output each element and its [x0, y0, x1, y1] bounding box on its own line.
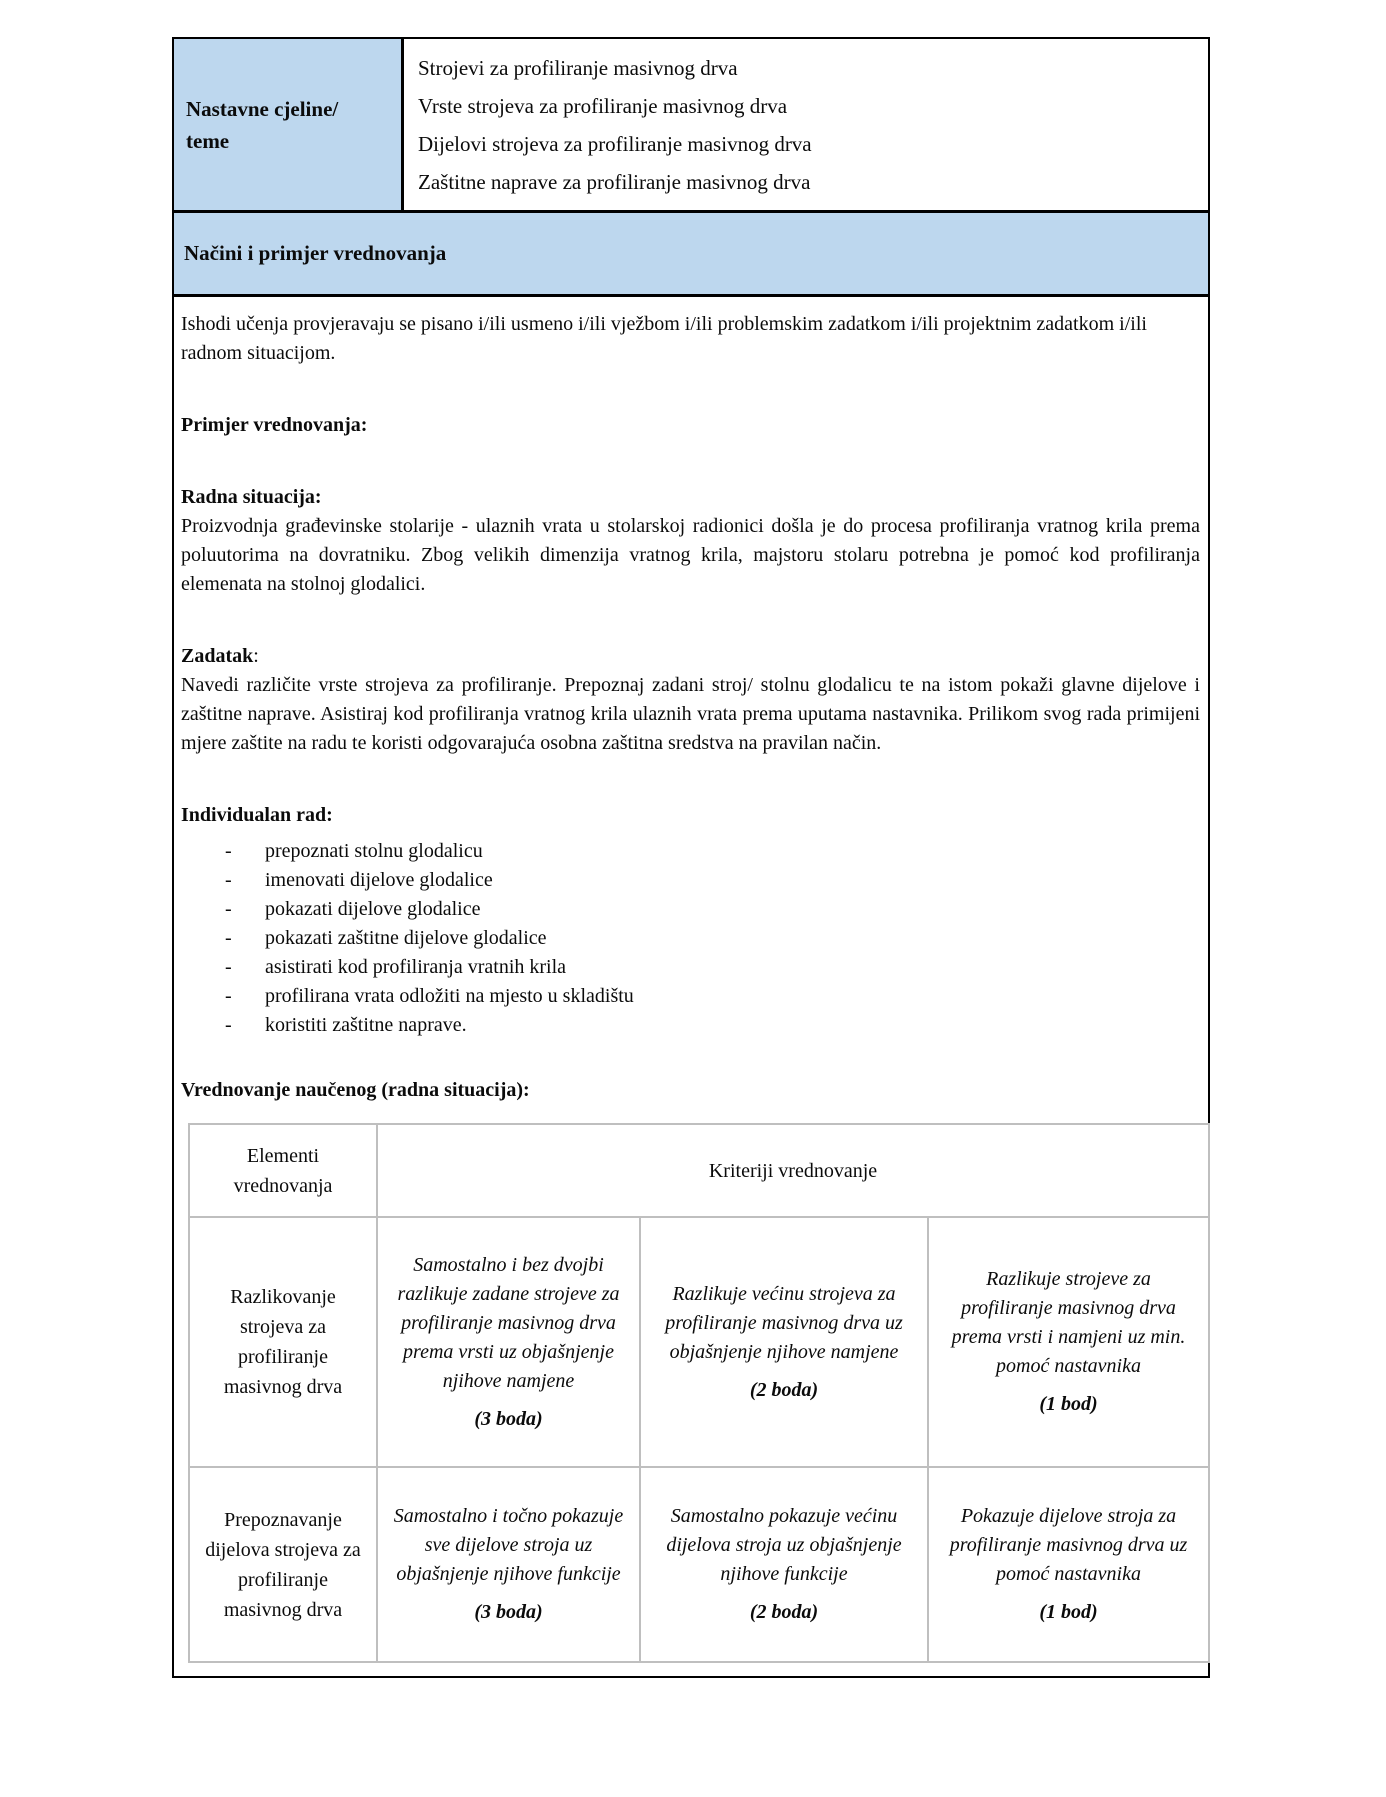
topic-item: Strojevi za profiliranje masivnog drva: [418, 55, 738, 80]
topic-item: Vrste strojeva za profiliranje masivnog drva: [418, 93, 788, 118]
criteria-points: (2 boda): [749, 1601, 819, 1623]
table-row: [189, 1217, 1209, 1467]
criteria-points: (3 boda): [474, 1601, 543, 1623]
list-dash-marker: -: [225, 985, 232, 1007]
nastavne-cjeline-label-line1: Nastavne cjeline/: [186, 96, 339, 121]
criteria-text: Samostalno i bez dvojbi razlikuje zadane strojeve za profiliranje masivnog drva prema vrsti uz objašnjenje njihove namjene: [397, 1253, 620, 1392]
zadatak-paragraph: Navedi različite vrste strojeva za profiliranje. Prepoznaj zadani stroj/ stolnu glodalicu te na istom pokaži glavne dijelove i zaštitne naprave. Asistiraj kod profiliranja vratnog krila ulaznih vrata prema uputama nastavnika. Prilikom svog rada primijeni mjere zaštite na radu te koristi odgovarajuća osobna zaštitna sredstva na pravilan način.: [181, 674, 1200, 754]
list-item-text: koristiti zaštitne naprave.: [265, 1014, 467, 1036]
zadatak-heading-colon: :: [253, 645, 259, 667]
radna-situacija-heading: Radna situacija:: [181, 486, 322, 508]
list-item: [181, 953, 1200, 982]
criteria-points: (2 boda): [749, 1378, 819, 1401]
section-header-title: Načini i primjer vrednovanja: [184, 241, 447, 265]
list-item-text: prepoznati stolnu glodalicu: [265, 840, 483, 862]
vrednovanje-naucenog-heading: Vrednovanje naučenog (radna situacija):: [181, 1079, 530, 1101]
criteria-points: (1 bod): [1039, 1601, 1098, 1623]
nastavne-cjeline-label-line2: teme: [186, 128, 230, 153]
list-dash-marker: -: [225, 840, 232, 862]
nastavne-cjeline-row: [174, 39, 1208, 213]
criteria-text: Razlikuje strojeve za profiliranje masivnog drva prema vrsti i namjeni uz min. pomoć nastavnika: [951, 1268, 1186, 1377]
elementi-vrednovanja-header: Elementi vrednovanja: [189, 1124, 377, 1217]
topics-cell: [404, 39, 1208, 210]
nastavne-cjeline-header-cell: [174, 39, 404, 210]
document-table: [172, 37, 1210, 1678]
table-row: [189, 1467, 1209, 1662]
criteria-text: Samostalno pokazuje većinu dijelova stroja uz objašnjenje njihove funkcije: [666, 1505, 902, 1585]
criteria-cell: [928, 1217, 1209, 1467]
criteria-cell: [377, 1467, 640, 1662]
criteria-cell: [640, 1217, 928, 1467]
element-cell: Prepoznavanje dijelova strojeva za profiliranje masivnog drva: [189, 1467, 377, 1662]
list-item: [181, 866, 1200, 895]
criteria-text: Razlikuje većinu strojeva za profiliranje masivnog drva uz objašnjenje njihove namjene: [665, 1282, 903, 1363]
list-dash-marker: -: [225, 927, 232, 949]
content-cell: [174, 297, 1208, 1676]
topic-item: Zaštitne naprave za profiliranje masivnog drva: [418, 169, 811, 194]
list-item-text: asistirati kod profiliranja vratnih krila: [265, 956, 567, 978]
evaluation-table: [188, 1123, 1210, 1663]
list-dash-marker: -: [225, 869, 232, 891]
criteria-cell: [640, 1467, 928, 1662]
list-item: [181, 924, 1200, 953]
evaluation-table-header-row: [189, 1124, 1209, 1217]
list-item: [181, 895, 1200, 924]
list-item-text: imenovati dijelove glodalice: [265, 869, 493, 891]
criteria-points: (1 bod): [1039, 1393, 1098, 1415]
topic-item: Dijelovi strojeva za profiliranje masivnog drva: [418, 131, 812, 156]
element-cell: Razlikovanje strojeva za profiliranje masivnog drva: [189, 1217, 377, 1467]
intro-paragraph: Ishodi učenja provjeravaju se pisano i/ili usmeno i/ili vježbom i/ili problemskim zadatkom i/ili projektnim zadatkom i/ili radnom situacijom.: [181, 313, 1147, 364]
criteria-points: (3 boda): [474, 1407, 543, 1430]
primjer-vrednovanja-heading: Primjer vrednovanja:: [181, 414, 368, 436]
list-item: [181, 837, 1200, 866]
criteria-cell: [928, 1467, 1209, 1662]
zadatak-heading: [181, 642, 1200, 671]
kriteriji-vrednovanje-header: Kriteriji vrednovanje: [377, 1124, 1209, 1217]
individual-task-list: [181, 837, 1200, 1040]
list-item-text: pokazati zaštitne dijelove glodalice: [265, 927, 547, 949]
radna-situacija-paragraph: Proizvodnja građevinske stolarije - ulaznih vrata u stolarskoj radionici došla je do procesa profiliranja vratnog krila prema poluutorima na dovratniku. Zbog velikih dimenzija vratnog krila, majstoru stolaru potrebna je pomoć kod profiliranja elemenata na stolnoj glodalici.: [181, 515, 1200, 595]
criteria-text: Samostalno i točno pokazuje sve dijelove stroja uz objašnjenje njihove funkcije: [393, 1505, 624, 1585]
list-dash-marker: -: [225, 898, 232, 920]
list-item-text: profilirana vrata odložiti na mjesto u skladištu: [265, 985, 634, 1007]
list-item: [181, 1011, 1200, 1040]
criteria-cell: [377, 1217, 640, 1467]
list-dash-marker: -: [225, 956, 232, 978]
criteria-text: Pokazuje dijelove stroja za profiliranje masivnog drva uz pomoć nastavnika: [949, 1505, 1188, 1585]
list-item-text: pokazati dijelove glodalice: [265, 898, 481, 920]
zadatak-heading-text: Zadatak: [181, 645, 254, 667]
section-header-row: [174, 213, 1208, 297]
list-item: [181, 982, 1200, 1011]
individualan-rad-heading: Individualan rad:: [181, 804, 333, 826]
list-dash-marker: -: [225, 1014, 232, 1036]
